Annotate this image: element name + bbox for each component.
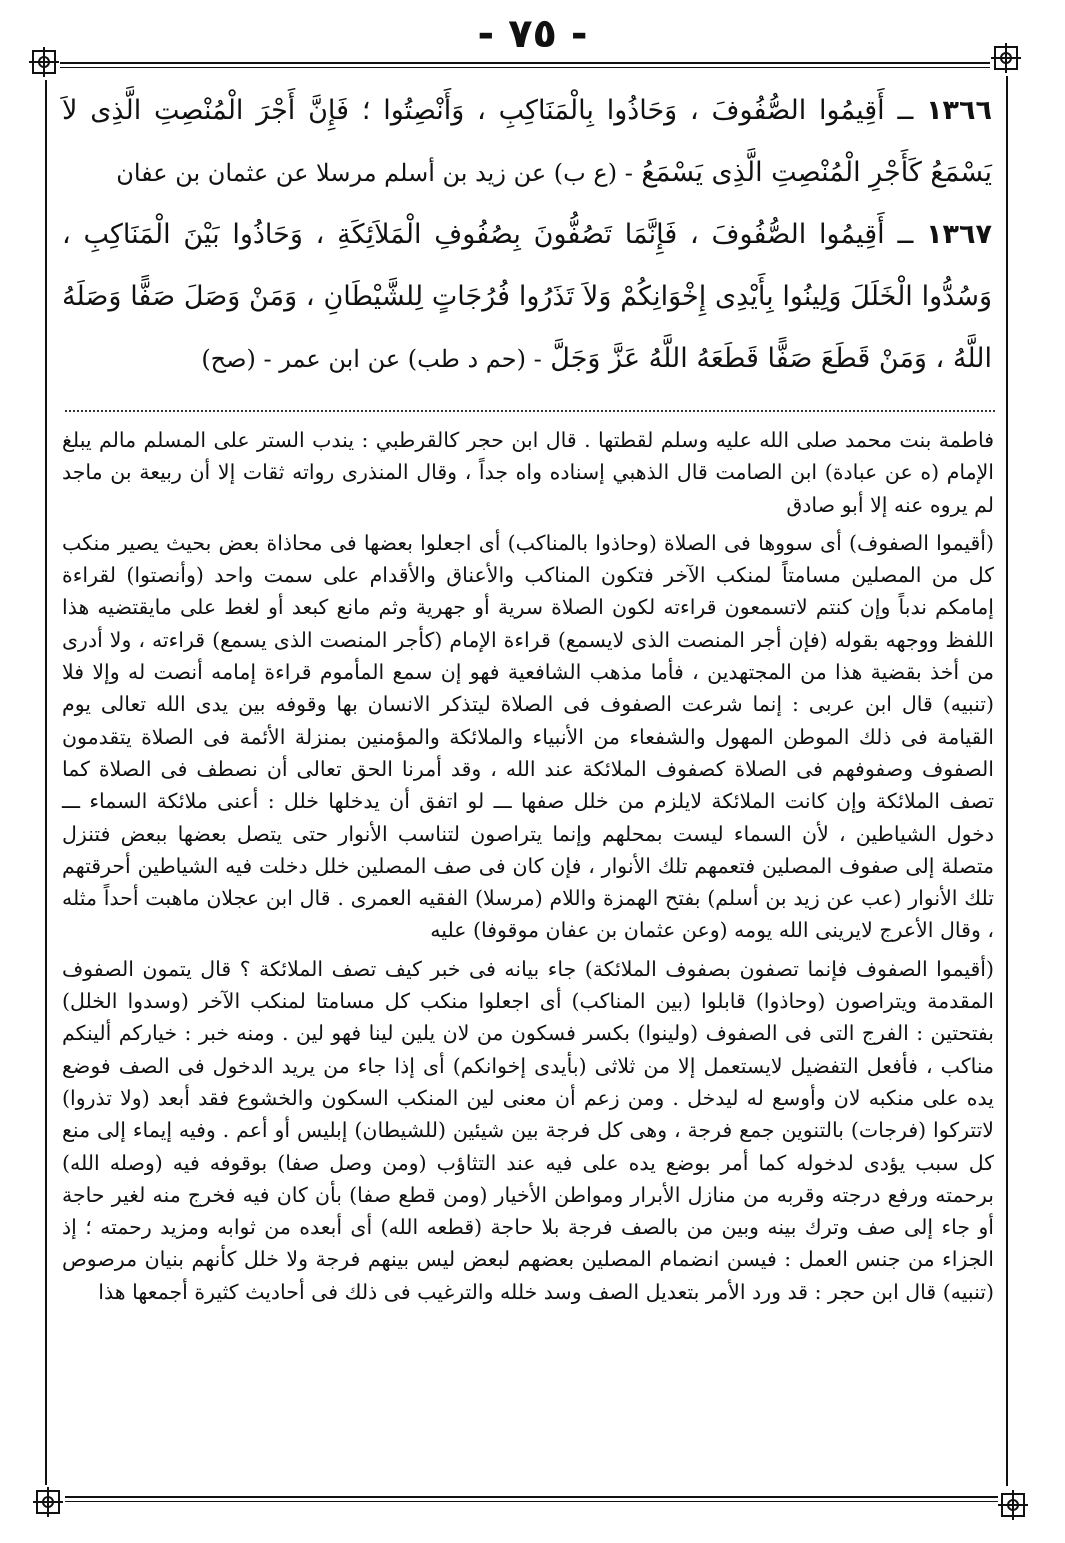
frame-bottom-border	[65, 1496, 998, 1498]
frame-top-border	[60, 62, 990, 64]
corner-ornament-icon	[988, 40, 1024, 76]
corner-ornament-icon	[26, 44, 62, 80]
frame-bottom-border-inner	[65, 1501, 998, 1502]
hadith-source: - (ع ب) عن زيد بن أسلم مرسلا عن عثمان بن عفان	[116, 159, 633, 187]
commentary-paragraph: (أقيموا الصفوف فإنما تصفون بصفوف الملائكة) جاء بيانه فى خبر كيف تصف الملائكة ؟ قال يتمون الصفوف المقدمة ويتراصون (وحاذوا) قابلوا (بين المناكب) أى اجعلوا منكب كل مسامتا لمنكب الآخر (وسدوا الخلل) بفتحتين : الفرج التى فى الصفوف (ولينوا) بكسر فسكون من لان يلين لينا فهو لين . ومنه خبر : خياركم ألينكم مناكب ، فأفعل التفضيل لايستعمل إلا من ثلاثى (بأيدى إخوانكم) أى إذا جاء من يريد الدخول فى الصف فوضع يده على منكبه لان وأوسع له ليدخل . ومن زعم أن معنى لين المنكب السكون والخشوع فقد أبعد (ولا تذروا) لاتتركوا (فرجات) بالتنوين جمع فرجة ، وهى كل فرجة بين شيئين (للشيطان) إبليس أو أعم . وفيه إيماء إلى منع كل سبب يؤدى لدخوله كما أمر بوضع يده على فيه عند التثاؤب (ومن وصل صفا) بوقوفه فيه (وصله الله) برحمته ورفع درجته وقربه من منازل الأبرار ومواطن الأخيار (ومن قطع صفا) بأن كان فيه فخرج منه لغير حاجة أو جاء إلى صف وترك بينه وبين من بالصف فرجة بلا حاجة (قطعه الله) أى أبعده من ثوابه ومزيد رحمته ؛ إذ الجزاء من جنس العمل : فيسن انضمام المصلين بعضهم لبعض ليس بينهم فرجة ولا خلل كأنهم بنيان مرصوص (تنبيه) قال ابن حجر : قد ورد الأمر بتعديل الصف وسد خلله والترغيب فى ذلك فى أحاديث كثيرة أجمعها هذا	[62, 956, 994, 1304]
corner-ornament-icon	[30, 1484, 66, 1520]
commentary-paragraph: فاطمة بنت محمد صلى الله عليه وسلم لقطتها . قال ابن حجر كالقرطبي : يندب الستر على المسلم مالم يبلغ الإمام (ه عن عبادة) ابن الصامت قال الذهبي إسناده واه جداً ، وقال المنذرى رواته ثقات إلا أن ربيعة بن ماجد لم يروه عنه إلا أبو صادق	[62, 428, 994, 517]
page-number: - ٧٥ -	[477, 11, 588, 57]
hadith-text: ــ أَقِيمُوا الصُّفُوفَ ، فَإِنَّمَا تَصُفُّونَ بِصُفُوفِ الْمَلاَئِكَةِ ، وَحَاذُوا بَيْنَ الْمَنَاكِبِ ، وَسُدُّوا الْخَلَلَ وَلِينُوا بِأَيْدِى إِخْوَانِكُمْ وَلاَ تَذَرُوا فُرُجَاتٍ لِلشَّيْطَانِ ، وَمَنْ وَصَلَ صَفًّا وَصَلَهُ اللَّهُ ، وَمَنْ قَطَعَ صَفًّا قَطَعَهُ اللَّهُ عَزَّ وَجَلَّ	[62, 219, 992, 374]
commentary-section	[62, 424, 994, 1308]
frame-left-border	[45, 80, 47, 1485]
hadith-entry	[62, 80, 992, 204]
hadith-section	[62, 80, 992, 390]
hadith-text: ــ أَقِيمُوا الصُّفُوفَ ، وَحَاذُوا بِالْمَنَاكِبِ ، وَأَنْصِتُوا ؛ فَإِنَّ أَجْرَ الْمُنْصِتِ الَّذِى لاَ يَسْمَعُ كَأَجْرِ الْمُنْصِتِ الَّذِى يَسْمَعُ	[62, 95, 992, 188]
frame-top-border-inner	[60, 67, 990, 68]
commentary-paragraph: (أقيموا الصفوف) أى سووها فى الصلاة (وحاذوا بالمناكب) أى اجعلوا بعضها فى محاذاة بعض بحيث يصير منكب كل من المصلين مسامتاً لمنكب الآخر فتكون المناكب والأعناق والأقدام على سمت واحد (وأنصتوا) لقراءة إمامكم ندباً وإن كنتم لاتسمعون قراءته لكون الصلاة سرية أو جهرية وثم مانع كبعد أو لغط على مايقتضيه هذا اللفظ ووجهه بقوله (فإن أجر المنصت الذى لايسمع) قراءة الإمام (كأجر المنصت الذى يسمع) قراءته ، ولا أدرى من أخذ بقضية هذا من المجتهدين ، فأما مذهب الشافعية فهو إن سمع المأموم قراءة إمامه أنصت له وإلا فلا (تنبيه) قال ابن عربى : إنما شرعت الصفوف فى الصلاة ليتذكر الانسان بها وقوفه بين يدى الله تعالى يوم القيامة فى ذلك الموطن المهول والشفعاء من الأنبياء والملائكة والمؤمنين بمنزلة الأئمة فى الصلاة يتقدمون الصفوف وصفوفهم فى الصلاة كصفوف الملائكة عند الله ، وقد أمرنا الحق تعالى أن نصطف فى الصلاة كما تصف الملائكة وإن كانت الملائكة لايلزم من خلل صفها ـــ لو اتفق أن يدخلها خلل : أعنى ملائكة السماء ـــ دخول الشياطين ، لأن السماء ليست بمحلهم وإنما يتراصون لتناسب الأنوار حتى يتصل بعضها ببعض فتنزل متصلة إلى صفوف المصلين فتعمهم تلك الأنوار ، فإن كان فى صف المصلين خلل دخلت فيه الشياطين أحرقتهم تلك الأنوار (عب عن زيد بن أسلم) بفتح الهمزة واللام (مرسلا) الفقيه العمرى . قال ابن عجلان ماهبت أحداً مثله ، وقال الأعرج لايرينى الله يومه (وعن عثمان بن عفان موقوفا) عليه	[62, 530, 994, 943]
hadith-number: ١٣٦٦	[926, 95, 992, 126]
frame-right-border	[1006, 76, 1008, 1486]
corner-ornament-icon	[995, 1487, 1031, 1523]
hadith-source: - (حم د طب) عن ابن عمر - (صح)	[201, 345, 542, 373]
hadith-number: ١٣٦٧	[926, 219, 992, 250]
hadith-entry	[62, 204, 992, 390]
section-divider	[65, 410, 995, 412]
